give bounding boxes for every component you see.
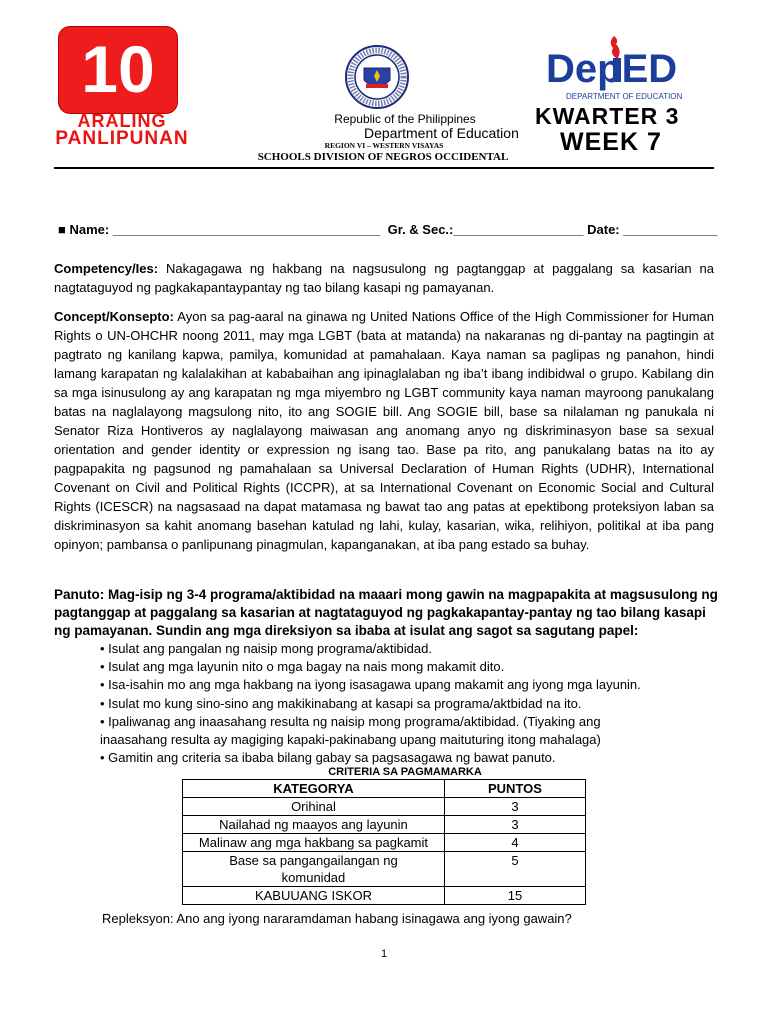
- deped-logo-subtext: DEPARTMENT OF EDUCATION: [566, 92, 683, 101]
- header-divider: [54, 167, 714, 169]
- deped-logo-text: DepED: [546, 47, 678, 91]
- list-item: • Gamitin ang criteria sa ibaba bilang gabay sa pagsasagawa ng bawat panuto.: [100, 749, 660, 767]
- table-cell-category: KABUUANG ISKOR: [183, 887, 445, 905]
- table-cell-points: 5: [444, 852, 585, 887]
- republic-text: Republic of the Philippines: [334, 112, 476, 126]
- table-cell-category: Malinaw ang mga hakbang sa pagkamit: [183, 834, 445, 852]
- week-label: WEEK 7: [560, 128, 662, 156]
- date-label: Date:: [587, 222, 620, 237]
- reflection-prompt: Repleksyon: Ano ang iyong nararamdaman habang isinagawa ang iyong gawain?: [102, 911, 572, 926]
- competency-text: Nakagagawa ng hakbang na nagsusulong ng pagtanggap at paggalang sa kasarian na nagtataguyod ng pagkakapantaypantay ng tao bilang kasapi ng pamayanan.: [54, 261, 714, 295]
- table-cell-category: Nailahad ng maayos ang layunin: [183, 816, 445, 834]
- grade-number: 10: [81, 32, 155, 106]
- column-header-points: PUNTOS: [444, 780, 585, 798]
- subject-line-1: ARALING: [77, 111, 167, 131]
- table-row: [183, 798, 586, 816]
- grade-section-label: Gr. & Sec.:: [387, 222, 454, 237]
- deped-seal-icon: [344, 44, 410, 110]
- table-cell-points: 3: [444, 798, 585, 816]
- name-blank[interactable]: _____________________________________: [112, 222, 381, 237]
- division-text: SCHOOLS DIVISION OF NEGROS OCCIDENTAL: [257, 151, 509, 163]
- column-header-category: KATEGORYA: [183, 780, 445, 798]
- date-blank[interactable]: _____________: [623, 222, 718, 237]
- table-row: [183, 834, 586, 852]
- table-cell-category: Base sa pangangailangan ng komunidad: [183, 852, 445, 887]
- instructions-text: Panuto: Mag-isip ng 3-4 programa/aktibidad na maaari mong gawin na magpapakita at magsusulong ng pagtanggap at paggalang sa kasarian at nagtataguyod ng pagkakapantay-pantay ng tao bilang kasapi ng pamayanan. Sundin ang mga direksiyon sa ibaba at isulat ang sagot sa sagutang papel:: [54, 587, 718, 638]
- region-text: REGION VI – WESTERN VISAYAS: [324, 141, 444, 150]
- table-cell-category: Orihinal: [183, 798, 445, 816]
- instruction-list: [100, 640, 660, 767]
- list-item: • Isulat ang pangalan ng naisip mong programa/aktibidad.: [100, 640, 660, 658]
- list-item: • Isulat ang mga layunin nito o mga bagay na nais mong makamit dito.: [100, 658, 660, 676]
- competency-label: Competency/Ies:: [54, 261, 159, 276]
- competency-section: [54, 259, 714, 297]
- table-row: [183, 887, 586, 905]
- table-row: [183, 852, 586, 887]
- quarter-label: KWARTER 3: [535, 103, 680, 129]
- page-number: 1: [380, 948, 388, 960]
- criteria-table: [182, 779, 586, 905]
- table-cell-points: 3: [444, 816, 585, 834]
- bullet-square: ■: [58, 222, 66, 237]
- concept-text: Ayon sa pag-aaral na ginawa ng United Nations Office of the High Commissioner for Human Rights o UN-OHCHR noong 2011, may mga LGBT (bata at matanda) na nakaranas ng di-pantay na pagtingin at pagtrato ng kanilang kapwa, pamilya, komunidad at pamahalaan. Kaya naman sa paglipas ng panahon, hindi lamang karapatan ng kalalakihan at kababaihan ang ipinaglalaban ng iba’t ibang indibidwal o grupo. Kabilang din sa mga isinusulong ay ang karapatan ng mga miyembro ng LGBT community kaya naman mayroong panukalang batas na naglalayong magsulong nito, ito ang SOGIE bill. Ang SOGIE bill, base sa nilalaman ng panukala ni Senator Riza Hontiveros ay naglalayong maiwasan ang anomang anyo ng diskriminasyon base sa sexual orientation and gender identity or expression ng isang tao. Base pa rito, ang panukalang batas na ito ay pagpapakita ng pagsunod ng pamahalaan sa Universal Declaration of Human Rights (UDHR), International Covenant on Civil and Political Rights (ICCPR), at sa International Covenant on Economic Social and Cultural Rights (ICESCR) na nagsasaad na dapat matamasa ng bawat tao ang patas at epektibong proteksiyon laban sa diskriminasyon sa kahit anomang basehan katulad ng lahi, kulay, kasarian, wika, relihiyon, politikal at iba pang opinyon; pambansa o panlipunang pinagmulan, kapanganakan, at iba pang estado sa buhay.: [54, 309, 714, 552]
- table-cell-points: 15: [444, 887, 585, 905]
- name-label: Name:: [69, 222, 110, 237]
- student-info-row: [58, 222, 717, 237]
- table-header-row: [183, 780, 586, 798]
- table-row: [183, 816, 586, 834]
- list-item: • Ipaliwanag ang inaasahang resulta ng naisip mong programa/aktibidad. (Tiyaking ang inaasahang resulta ay magiging kapaki-pakinabang upang maituturing itong mahalaga): [100, 713, 660, 749]
- subject-line-2: PANLIPUNAN: [55, 128, 189, 149]
- deped-logo: [546, 28, 696, 104]
- list-item: • Isa-isahin mo ang mga hakbang na iyong isasagawa upang makamit ang iyong mga layunin.: [100, 676, 660, 694]
- grade-section-blank[interactable]: __________________: [453, 222, 584, 237]
- criteria-title: CRITERIA SA PAGMAMARKA: [328, 766, 482, 778]
- table-cell-points: 4: [444, 834, 585, 852]
- concept-label: Concept/Konsepto:: [54, 309, 174, 324]
- department-text: Department of Education: [364, 125, 519, 141]
- list-item: • Isulat mo kung sino-sino ang makikinabang at kasapi sa programa/aktbidad na ito.: [100, 695, 660, 713]
- concept-section: [54, 307, 714, 554]
